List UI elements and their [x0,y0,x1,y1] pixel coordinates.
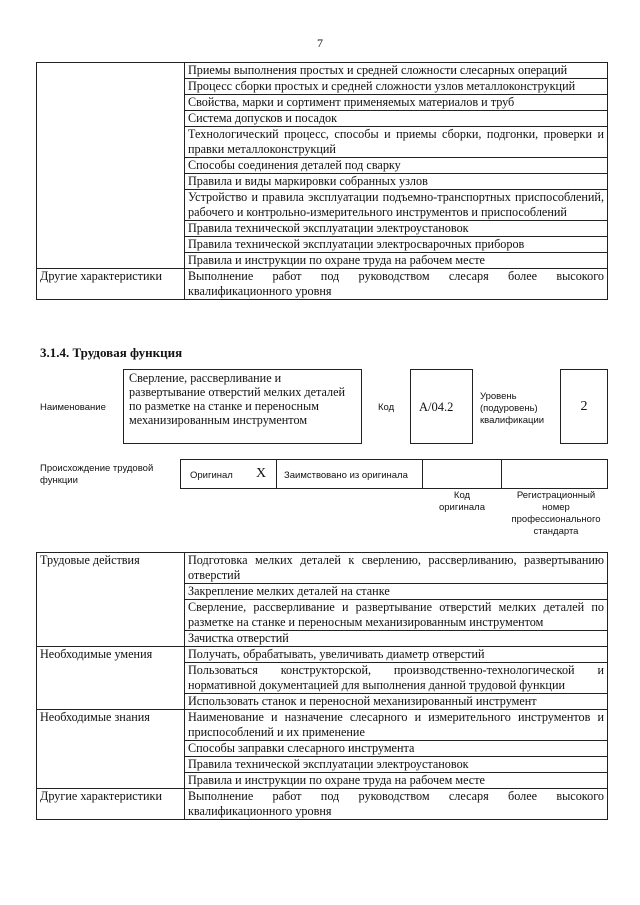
registration-number-caption: Регистрационный номер профессионального стандарта [511,490,601,537]
row-label: Другие характеристики [37,789,185,820]
row-item: Правила и инструкции по охране труда на рабочем месте [185,773,608,789]
function-code-box [410,369,473,444]
row-item: Свойства, марки и сортимент применяемых материалов и труб [185,95,608,111]
qualification-level-label: Уровень (подуровень) квалификации [480,391,545,426]
borrowed-label: Заимствовано из оригинала [284,470,408,481]
row-item: Подготовка мелких деталей к сверлению, рассверливанию, развертыванию отверстий [185,553,608,584]
row-item: Сверление, рассверливание и развертывание отверстий мелких деталей по разметке на станке и переносным механизированным инструментом [185,600,608,631]
table-row [37,710,608,741]
qualification-level: 2 [580,399,588,414]
row-item: Способы соединения деталей под сварку [185,158,608,174]
competency-table-continued [36,62,608,300]
table-row [37,647,608,663]
table-row [37,553,608,584]
row-item: Приемы выполнения простых и средней сложности слесарных операций [185,63,608,79]
row-label: Необходимые умения [37,647,185,710]
section-heading: 3.1.4. Трудовая функция [40,345,183,360]
row-item: Процесс сборки простых и средней сложности узлов металлоконструкций [185,79,608,95]
row-label: Необходимые знания [37,710,185,789]
row-label [37,63,185,269]
function-code: А/04.2 [419,400,454,414]
row-label: Трудовые действия [37,553,185,647]
row-label: Другие характеристики [37,269,185,300]
row-item: Правила технической эксплуатации электросварочных приборов [185,237,608,253]
row-item: Получать, обрабатывать, увеличивать диаметр отверстий [185,647,608,663]
labor-function-table [36,552,608,820]
row-item: Закрепление мелких деталей на станке [185,584,608,600]
function-name-box [123,369,362,444]
row-item: Способы заправки слесарного инструмента [185,741,608,757]
qualification-level-box [560,369,608,444]
origin-code-caption: Код оригинала [438,490,485,513]
row-item: Правила технической эксплуатации электроустановок [185,757,608,773]
row-item: Выполнение работ под руководством слесаря более высокого квалификационного уровня [185,269,608,300]
function-name: Сверление, рассверливание и развертывание отверстий мелких деталей по разметке на станке и переносным механизированным инструментом [129,371,346,427]
row-item: Наименование и назначение слесарного и измерительного инструментов и приспособлений и их применение [185,710,608,741]
row-item: Выполнение работ под руководством слесаря более высокого квалификационного уровня [185,789,608,820]
row-item: Зачистка отверстий [185,631,608,647]
code-label: Код [378,402,395,413]
origin-row [180,459,608,489]
row-item: Правила и виды маркировки собранных узлов [185,174,608,190]
row-item: Правила и инструкции по охране труда на рабочем месте [185,253,608,269]
origin-divider-3 [501,460,502,488]
original-mark: X [256,466,267,481]
row-item: Правила технической эксплуатации электроустановок [185,221,608,237]
row-item: Использовать станок и переносной механизированный инструмент [185,694,608,710]
row-item: Устройство и правила эксплуатации подъемно-транспортных приспособлений, рабочего и контрольно-измерительного инструментов и приспособлений [185,190,608,221]
page-number: 7 [317,36,323,50]
row-item: Система допусков и посадок [185,111,608,127]
table-row [37,63,608,79]
origin-label: Происхождение трудовой функции [40,463,154,486]
table-row [37,789,608,820]
row-item: Технологический процесс, способы и приемы сборки, подгонки, проверки и правки металлоконструкций [185,127,608,158]
name-label: Наименование [40,402,106,413]
table-row [37,269,608,300]
origin-divider-2 [422,460,423,488]
origin-divider-1 [276,460,277,488]
row-item: Пользоваться конструкторской, производственно-технологической и нормативной документацией для выполнения данной трудовой функции [185,663,608,694]
original-label: Оригинал [190,470,233,481]
